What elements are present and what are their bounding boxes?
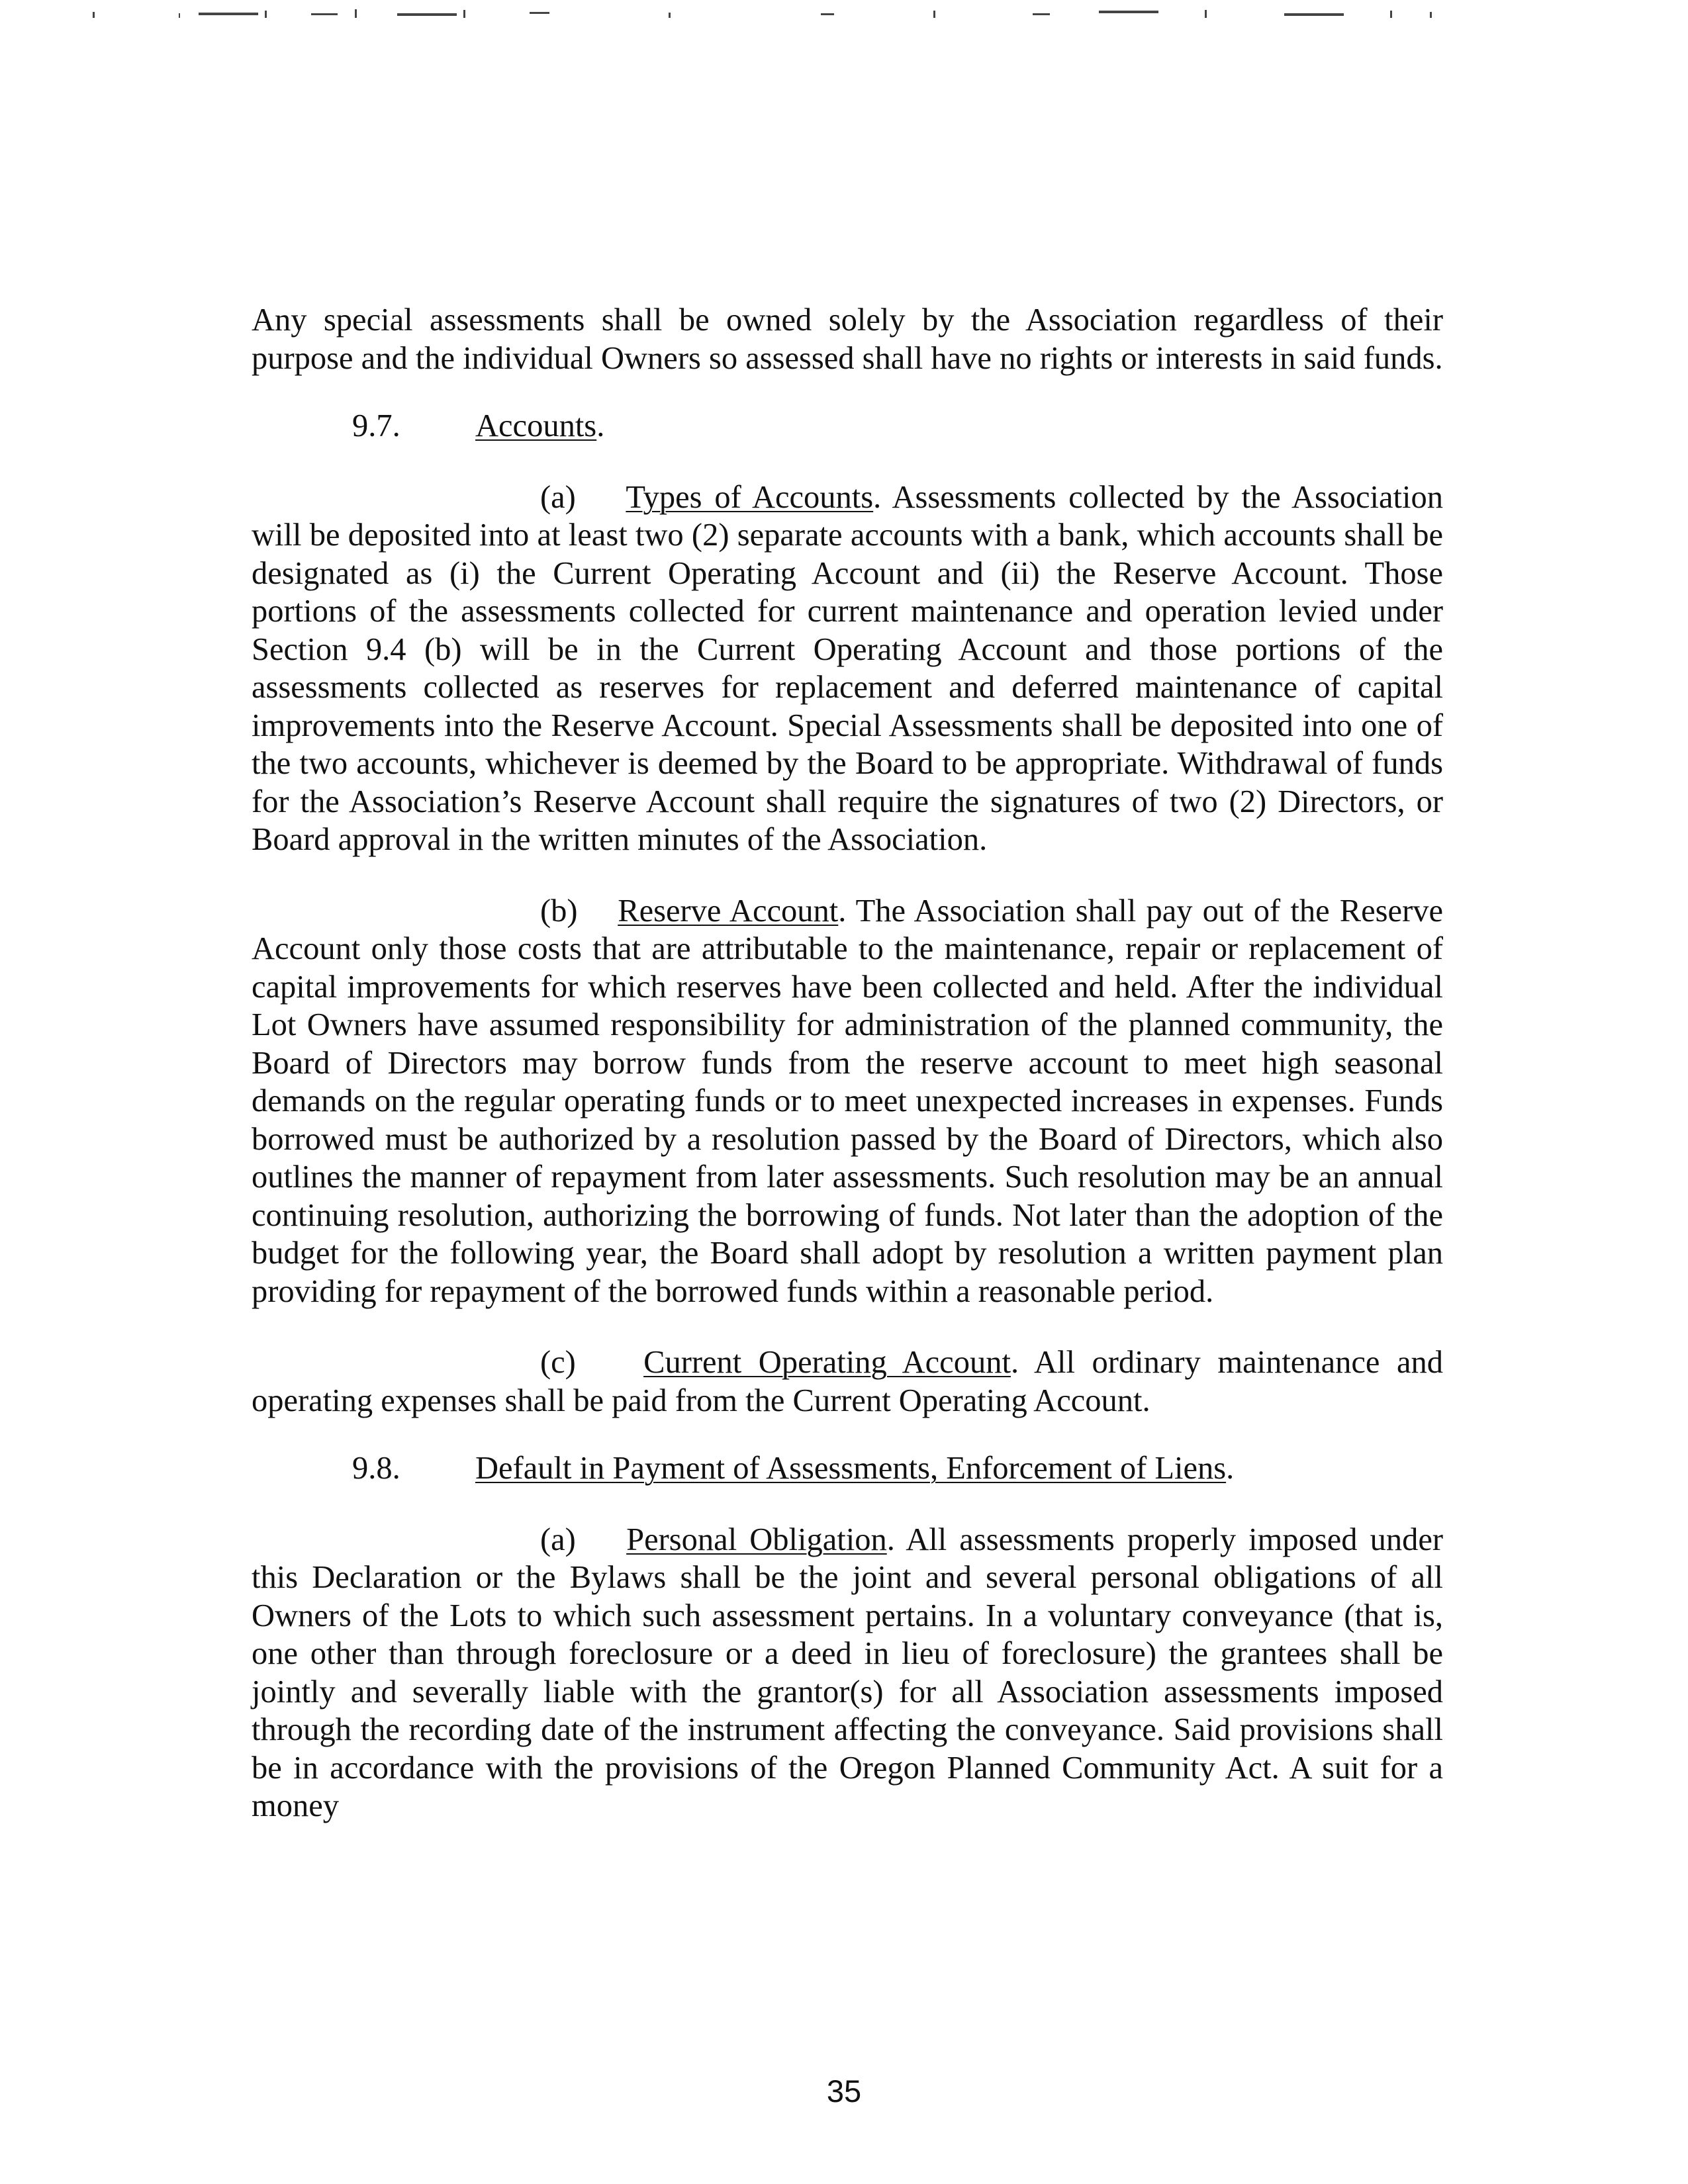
section-title: Default in Payment of Assessments, Enforcement of Liens (475, 1451, 1227, 1486)
document-body (252, 301, 1443, 1825)
subsection-label: (a) (540, 1522, 576, 1557)
section-9-8-heading: 9.8. Default in Payment of Assessments, Enforcement of Liens. (252, 1449, 1443, 1488)
scan-artifact-strip (0, 0, 1688, 26)
page-number: 35 (826, 2073, 862, 2109)
subsection-text: . All ordinary maintenance and operating expenses shall be paid from the Current Operating Account. (252, 1345, 1443, 1418)
intro-paragraph: Any special assessments shall be owned solely by the Association regardless of their purpose and the individual Owners so assessed shall have no rights or interests in said funds. (252, 302, 1443, 376)
section-number: 9.8. (352, 1451, 400, 1486)
subsection-9-7-a (252, 478, 1443, 859)
subsection-label: (c) (540, 1345, 576, 1380)
subsection-text: . The Association shall pay out of the Reserve Account only those costs that are attributable to the maintenance, repair or replacement of capital improvements for which reserves have been collected and held. After the individual Lot Owners have assumed responsibility for administration of the planned community, the Board of Directors may borrow funds from the reserve account to meet high seasonal demands on the regular operating funds or to meet unexpected increases in expenses. Funds borrowed must be authorized by a resolution passed by the Board of Directors, which also outlines the manner of repayment from later assessments. Such resolution may be an annual continuing resolution, authorizing the borrowing of funds. Not later than the adoption of the budget for the following year, the Board shall adopt by resolution a written payment plan providing for repayment of the borrowed funds within a reasonable period. (252, 893, 1443, 1309)
subsection-label: (b) (540, 893, 578, 929)
subsection-title: Current Operating Account (643, 1345, 1011, 1380)
section-number: 9.7. (352, 408, 400, 443)
subsection-title: Reserve Account (618, 893, 839, 929)
section-title: Accounts (475, 408, 597, 443)
subsection-9-8-a (252, 1521, 1443, 1825)
subsection-title: Personal Obligation (626, 1522, 887, 1557)
subsection-9-7-c (252, 1343, 1443, 1420)
subsection-text: . Assessments collected by the Association will be deposited into at least two (2) separate accounts with a bank, which accounts shall be designated as (i) the Current Operating Account and (ii) the Reserve Account. Those portions of the assessments collected for current maintenance and operation levied under Section 9.4 (b) will be in the Current Operating Account and those portions of the assessments collected as reserves for replacement and deferred maintenance of capital improvements into the Reserve Account. Special Assessments shall be deposited into one of the two accounts, whichever is deemed by the Board to be appropriate. Withdrawal of funds for the Association’s Reserve Account shall require the signatures of two (2) Directors, or Board approval in the written minutes of the Association. (252, 479, 1443, 857)
subsection-label: (a) (540, 479, 576, 515)
section-9-7-heading: 9.7. Accounts. (252, 407, 1443, 445)
subsection-title: Types of Accounts (626, 479, 874, 515)
subsection-text: . All assessments properly imposed under this Declaration or the Bylaws shall be the joint and several personal obligations of all Owners of the Lots to which such assessment pertains. In a voluntary conveyance (that is, one other than through foreclosure or a deed in lieu of foreclosure) the grantees shall be jointly and severally liable with the grantor(s) for all Association assessments imposed through the recording date of the instrument affecting the conveyance. Said provisions shall be in accordance with the provisions of the Oregon Planned Community Act. A suit for a money (252, 1522, 1444, 1823)
subsection-9-7-b (252, 892, 1443, 1311)
